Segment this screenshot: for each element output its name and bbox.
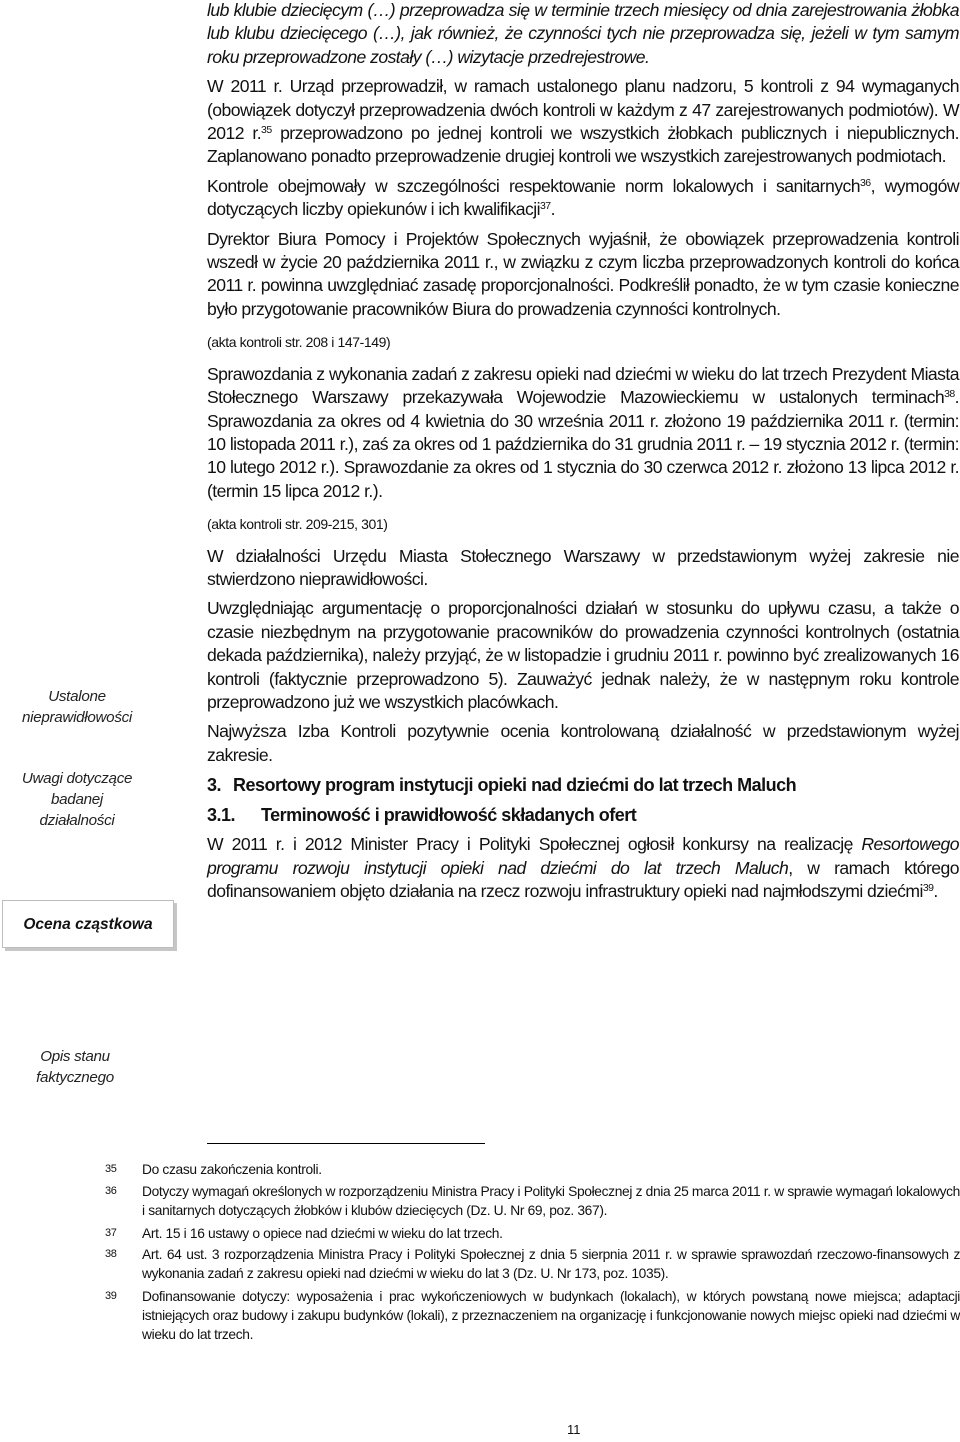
side-label-ocena: Ocena cząstkowa xyxy=(2,900,174,948)
text: . xyxy=(550,199,555,220)
side-label-uwagi: Uwagi dotyczące badanej działalności xyxy=(21,770,133,829)
text: Kontrole obejmowały w szczególności respektowanie norm lokalowych i sanitarnych xyxy=(207,175,860,196)
footnote-separator xyxy=(207,1143,485,1144)
paragraph-no-irregularities: W działalności Urzędu Miasta Stołecznego Warszawy w przedstawionym wyżej zakresie nie stwierdzono nieprawidłowości. xyxy=(207,545,959,589)
program-name: Resortowego programu rozwoju instytucji opieki nad dziećmi do lat trzech Maluch xyxy=(207,834,959,878)
paragraph-remarks: Uwzględniając argumentację o proporcjonalności działań w stosunku do upływu czasu, a także o czasie niezbędnym na przygotowanie pracowników do prowadzenia czynności kontrolnych (ostatnia dekada października), należy przyjąć, że w listopadzie i grudniu 2011 r. powinno być zrealizowanych 16 kontroli (faktycznie przeprowadzono 5). Zauważyć jednak należy, że w następnym roku kontrole przeprowadzono już we wszystkich placówkach. xyxy=(207,598,959,712)
section-title: Resortowy program instytucji opieki nad dziećmi do lat trzech Maluch xyxy=(233,775,797,796)
footnote-text: Dotyczy wymagań określonych w rozporządzeniu Ministra Pracy i Polityki Społecznej z dnia 25 marca 2011 r. w sprawie wymagań lokalowych i sanitarnych dotyczących żłobków i klubów dziecięcych (Dz. U. Nr 69, poz. 367). xyxy=(142,1184,960,1218)
text: przeprowadzono po jednej kontroli we wszystkich żłobkach publicznych i niepublicznych. Zaplanowano ponadto przeprowadzenie drugiej kontroli we wszystkich zarejestrowanych podmiotach. xyxy=(207,123,959,167)
main-text-column xyxy=(207,0,959,909)
section-heading-3 xyxy=(207,773,959,797)
paragraph-reports xyxy=(207,363,959,503)
file-reference-2: (akta kontroli str. 209-215, 301) xyxy=(207,516,388,533)
section-title: Terminowość i prawidłowość składanych ofert xyxy=(261,805,637,826)
paragraph-assessment: Najwyższa Izba Kontroli pozytywnie ocenia kontrolowaną działalność w przedstawionym wyżej zakresie. xyxy=(207,721,959,765)
footnote-number: 39 xyxy=(105,1290,117,1302)
footnote-36 xyxy=(105,1182,960,1220)
footnote-ref-39[interactable]: 39 xyxy=(922,882,934,894)
side-label-ustalone: Ustalone nieprawidłowości xyxy=(21,688,132,726)
paragraph-director-explanation: Dyrektor Biura Pomocy i Projektów Społecznych wyjaśnił, że obowiązek przeprowadzenia kontroli wszedł w życie 20 października 2011 r., w związku z czym liczba przeprowadzonych kontroli do końca 2011 r. powinna uwzględniać zasadę proporcjonalności. Podkreślił ponadto, że w tym czasie konieczne było przygotowanie pracowników Biura do prowadzenia czynności kontrolnych. xyxy=(207,228,959,319)
footnote-number: 35 xyxy=(105,1163,117,1175)
paragraph-quote: lub klubie dziecięcym (…) przeprowadza się w terminie trzech miesięcy od dnia zarejestrowania żłobka lub klubu dziecięcego (…), jak również, że czynności tych nie przeprowadza się, jeżeli w tym samym roku przeprowadzone zostały (…) wizytacje przedrejestrowe. xyxy=(207,0,959,67)
page-number: 11 xyxy=(567,1422,581,1437)
paragraph-control-scope xyxy=(207,175,959,222)
paragraph-program xyxy=(207,833,959,903)
footnote-ref-36[interactable]: 36 xyxy=(859,176,871,189)
side-label-opis: Opis stanu faktycznego xyxy=(36,1048,114,1086)
text: . xyxy=(933,881,938,901)
footnote-35 xyxy=(105,1160,960,1179)
text: . Sprawozdania za okres od 4 kwietnia do 30 września 2011 r. złożono 19 października 2011 r. (termin: 10 listopada 2011 r.), zaś za okres od 1 października do 31 grudnia 2011 r. – 19 stycznia 2012 r. (termin: 10 lutego 2012 r.). Sprawozdanie za okres od 1 stycznia do 30 czerwca 2012 r. złożono 13 lipca 2012 r. (termin 15 lipca 2012 r.). xyxy=(207,387,959,501)
section-number: 3.1. xyxy=(207,805,236,826)
footnote-text: Do czasu zakończenia kontroli. xyxy=(142,1162,322,1177)
paragraph-2011-controls xyxy=(207,75,959,169)
footnote-ref-35[interactable]: 35 xyxy=(261,124,272,137)
section-number: 3. xyxy=(207,775,222,796)
footnote-ref-37[interactable]: 37 xyxy=(540,200,551,213)
footnote-number: 37 xyxy=(105,1227,117,1239)
footnote-ref-38[interactable]: 38 xyxy=(944,388,955,401)
footnote-text: Art. 64 ust. 3 rozporządzenia Ministra Pracy i Polityki Społecznej z dnia 5 sierpnia 2011 r. w sprawie sprawozdań rzeczowo-finansowych z wykonania zadań z zakresu opieki nad dziećmi w wieku do lat 3 (Dz. U. Nr 173, poz. 1035). xyxy=(142,1247,960,1281)
footnote-number: 36 xyxy=(105,1185,117,1197)
footnote-text: Dofinansowanie dotyczy: wyposażenia i prac wykończeniowych w budynkach (lokalach), w których powstaną nowe miejsca; adaptacji istniejących oraz budowy i zakupu budynków (lokali), z przeznaczeniem na organizację i funkcjonowanie nowych miejsc opieki nad dziećmi w wieku do lat trzech. xyxy=(142,1289,960,1342)
section-heading-3-1 xyxy=(207,803,959,827)
footnote-39 xyxy=(105,1287,960,1344)
footnote-text: Art. 15 i 16 ustawy o opiece nad dziećmi w wieku do lat trzech. xyxy=(142,1226,503,1241)
text: W 2011 r. i 2012 Minister Pracy i Polityki Społecznej ogłosił konkursy na realizację xyxy=(207,834,862,855)
text: Sprawozdania z wykonania zadań z zakresu opieki nad dziećmi w wieku do lat trzech Prezydent Miasta Stołecznego Warszawy przekazywała Wojewodzie Mazowieckiemu w ustalonych terminach xyxy=(207,363,959,408)
text: , wymogów dotyczących liczby opiekunów i ich kwalifikacji xyxy=(207,175,960,220)
text: , w ramach którego dofinansowaniem objęto działania na rzecz rozwoju infrastruktury opieki nad najmłodszymi dziećmi xyxy=(207,857,959,901)
text: W 2011 r. Urząd przeprowadził, w ramach ustalonego planu nadzoru, 5 kontroli z 94 wymaganych (obowiązek dotyczył przeprowadzenia dwóch kontroli w każdym z 47 zarejestrowanych podmiotów). W 2012 r. xyxy=(207,76,959,144)
footnote-37 xyxy=(105,1224,960,1243)
footnote-38 xyxy=(105,1245,960,1283)
footnote-number: 38 xyxy=(105,1248,117,1260)
file-reference-1: (akta kontroli str. 208 i 147-149) xyxy=(207,334,391,351)
